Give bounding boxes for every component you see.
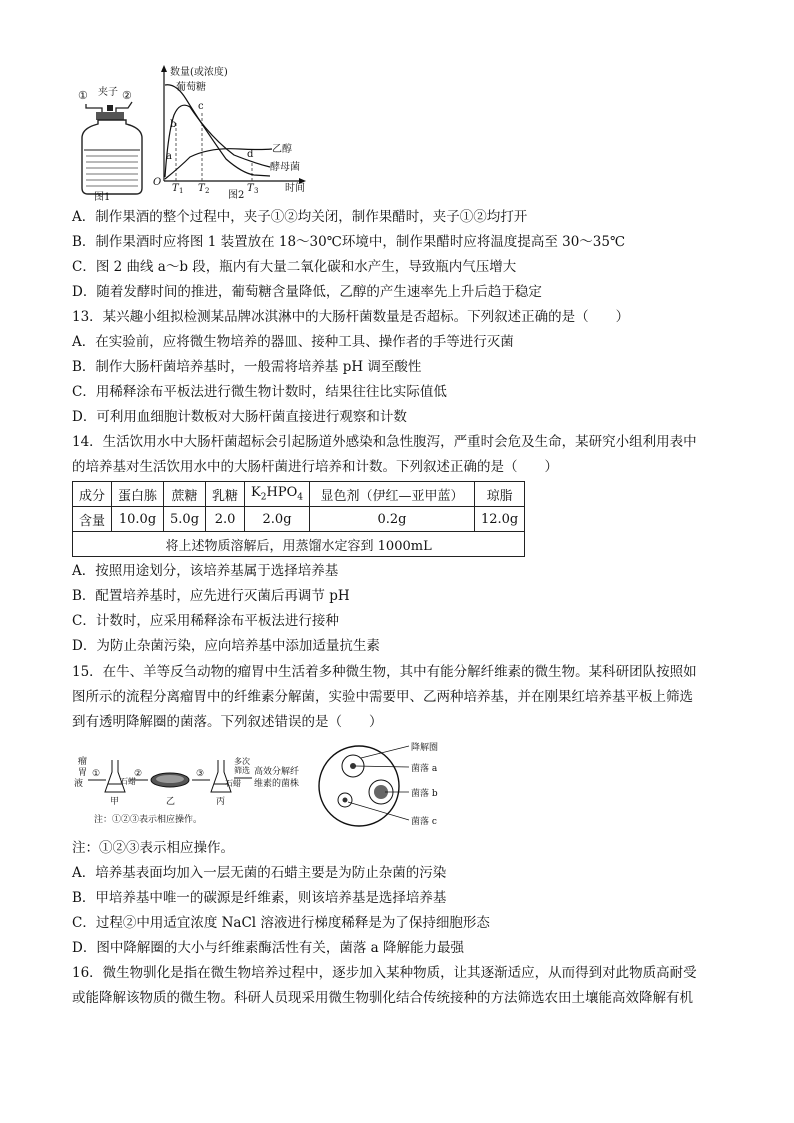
rumen-label: 瘤 <box>78 757 88 767</box>
table-cell: 10.0g <box>112 507 164 532</box>
origin-label: O <box>153 177 162 188</box>
wax-label-2: 石蜡 <box>225 779 241 788</box>
svg-text:胃: 胃 <box>78 768 88 778</box>
step-3-label: ③ <box>196 769 205 779</box>
wax-label-1: 石蜡 <box>120 777 136 786</box>
q13-option-a: A．在实验前，应将微生物培养的器皿、接种工具、操作者的手等进行灭菌 <box>72 334 514 350</box>
point-b-label: b <box>170 119 177 130</box>
culture-medium-table <box>72 481 525 557</box>
table-header-cell-k2hpo4: $K_2HPO_4$ <box>245 482 310 507</box>
table-cell: 2.0g <box>245 507 310 532</box>
q16-stem-line-2: 或能降解该物质的微生物。科研人员现采用微生物驯化结合传统接种的方法筛选农田土壤能高效降解有机 <box>72 990 693 1006</box>
figure-1-caption: 图1 <box>94 192 111 202</box>
glucose-label: 葡萄糖 <box>176 82 206 93</box>
svg-text:维素的菌株: 维素的菌株 <box>254 779 300 789</box>
x-axis-label: 时间 <box>285 183 305 194</box>
colony-c-label: 菌落 c <box>411 817 437 827</box>
ethanol-label: 乙醇 <box>272 144 292 155</box>
table-row <box>73 532 525 557</box>
table-header-cell: 蔗糖 <box>164 482 206 507</box>
q15-option-c: C．过程②中用适宜浓度 NaCl 溶液进行梯度稀释是为了保持细胞形态 <box>72 915 490 931</box>
q14-option-a: A．按照用途划分，该培养基属于选择培养基 <box>72 563 339 579</box>
q12-option-a: A．制作果酒的整个过程中，夹子①②均关闭，制作果醋时，夹子①②均打开 <box>72 209 528 225</box>
t1-sub: 1 <box>179 187 184 195</box>
y-axis-label: 数量(或浓度) <box>170 67 228 78</box>
q13-option-c: C．用稀释涂布平板法进行微生物计数时，结果往往比实际值低 <box>72 384 447 400</box>
tube-2-label: ② <box>122 89 132 102</box>
colony-a-label: 菌落 a <box>411 764 438 774</box>
svg-text:筛选: 筛选 <box>234 766 250 775</box>
q14-option-b: B．配置培养基时，应先进行灭菌后再调节 pH <box>72 588 350 604</box>
point-c-label: c <box>198 101 204 112</box>
q15-note: 注：①②③表示相应操作。 <box>72 840 234 856</box>
table-header-cell: 乳糖 <box>206 482 245 507</box>
colony-b-label: 菌落 b <box>411 789 438 799</box>
q12-option-b: B．制作果酒时应将图 1 装置放在 18～30℃环境中，制作果醋时应将温度提高至 30～35℃ <box>72 234 626 250</box>
q15-option-d: D．图中降解圈的大小与纤维素酶活性有关，菌落 a 降解能力最强 <box>72 940 464 956</box>
q15-stem-line-3: 到有透明降解圈的菌落。下列叙述错误的是（ ） <box>72 714 383 730</box>
q14-option-d: D．为防止杂菌污染，应向培养基中添加适量抗生素 <box>72 638 380 654</box>
t2-sub: 2 <box>205 187 210 195</box>
t1-label: T <box>172 183 179 194</box>
q15-stem-line-1: 15．在牛、羊等反刍动物的瘤胃中生活着多种微生物，其中有能分解纤维素的微生物。某科研团队按照如 <box>72 664 697 680</box>
t2-label: T <box>198 183 205 194</box>
table-row <box>73 507 525 532</box>
ethanol-curve <box>165 149 272 179</box>
flask-jia-label: 甲 <box>110 797 120 807</box>
point-d-label: d <box>247 149 254 160</box>
figure-2-curves <box>150 63 310 201</box>
point-a-label: a <box>166 151 172 162</box>
table-row <box>73 482 525 507</box>
q15-option-b: B．甲培养基中唯一的碳源是纤维素，则该培养基是选择培养基 <box>72 890 447 906</box>
q14-stem-line-1: 14．生活饮用水中大肠杆菌超标会引起肠道外感染和急性腹泻，严重时会危及生命，某研究小组利用表中 <box>72 434 697 450</box>
step-1-label: ① <box>92 769 101 779</box>
q14-option-c: C．计数时，应采用稀释涂布平板法进行接种 <box>72 613 339 629</box>
q15-flow-diagram <box>72 742 312 832</box>
step-2-label: ② <box>134 769 143 779</box>
q15-option-a: A．培养基表面均加入一层无菌的石蜡主要是为防止杂菌的污染 <box>72 865 447 881</box>
plate-yi-label: 乙 <box>166 797 176 807</box>
q15-stem-line-2: 图所示的流程分离瘤胃中的纤维素分解菌，实验中需要甲、乙两种培养基，并在刚果红培养基平板上筛选 <box>72 689 693 705</box>
q13-option-d: D．可利用血细胞计数板对大肠杆菌直接进行观察和计数 <box>72 409 407 425</box>
multi-screen-label: 多次 <box>234 757 250 766</box>
table-cell: 5.0g <box>164 507 206 532</box>
svg-text:液: 液 <box>74 779 84 789</box>
figure-2-caption: 图2 <box>228 190 245 201</box>
q13-option-b: B．制作大肠杆菌培养基时，一般需将培养基 pH 调至酸性 <box>72 359 422 375</box>
table-header-cell: 蛋白胨 <box>112 482 164 507</box>
result-label: 高效分解纤 <box>254 767 300 777</box>
table-header-cell: 显色剂（伊红—亚甲蓝） <box>309 482 474 507</box>
table-cell: 0.2g <box>309 507 474 532</box>
clamp-label: 夹子 <box>98 87 118 98</box>
q16-stem-line-1: 16．微生物驯化是指在微生物培养过程中，逐步加入某种物质，让其逐渐适应，从而得到对此物质高耐受 <box>72 965 697 981</box>
q12-option-d: D．随着发酵时间的推进，葡萄糖含量降低，乙醇的产生速率先上升后趋于稳定 <box>72 284 542 300</box>
flow-note: 注：①②③表示相应操作。 <box>94 815 203 825</box>
flask-bing-label: 丙 <box>216 797 226 807</box>
table-cell: 含量 <box>73 507 112 532</box>
t3-label: T <box>247 183 254 194</box>
table-cell: 2.0 <box>206 507 245 532</box>
q14-stem-line-2: 的培养基对生活饮用水中的大肠杆菌进行培养和计数。下列叙述正确的是（ ） <box>72 459 558 475</box>
degradation-zone-label: 降解圈 <box>411 743 439 753</box>
t3-sub: 3 <box>254 187 259 195</box>
q13-stem: 13．某兴趣小组拟检测某品牌冰淇淋中的大肠杆菌数量是否超标。下列叙述正确的是（ ） <box>72 309 630 325</box>
yeast-label: 酵母菌 <box>270 162 300 173</box>
tube-1-label: ① <box>78 89 88 102</box>
figure-1-fermentation-bottle <box>72 84 152 202</box>
q12-option-c: C．图 2 曲线 a～b 段，瓶内有大量二氧化碳和水产生，导致瓶内气压增大 <box>72 259 517 275</box>
table-header-cell: 琼脂 <box>474 482 524 507</box>
table-cell: 12.0g <box>474 507 524 532</box>
q15-petri-plate <box>315 740 475 832</box>
table-header-cell: 成分 <box>73 482 112 507</box>
table-note-cell: 将上述物质溶解后，用蒸馏水定容到 1000mL <box>73 532 525 557</box>
